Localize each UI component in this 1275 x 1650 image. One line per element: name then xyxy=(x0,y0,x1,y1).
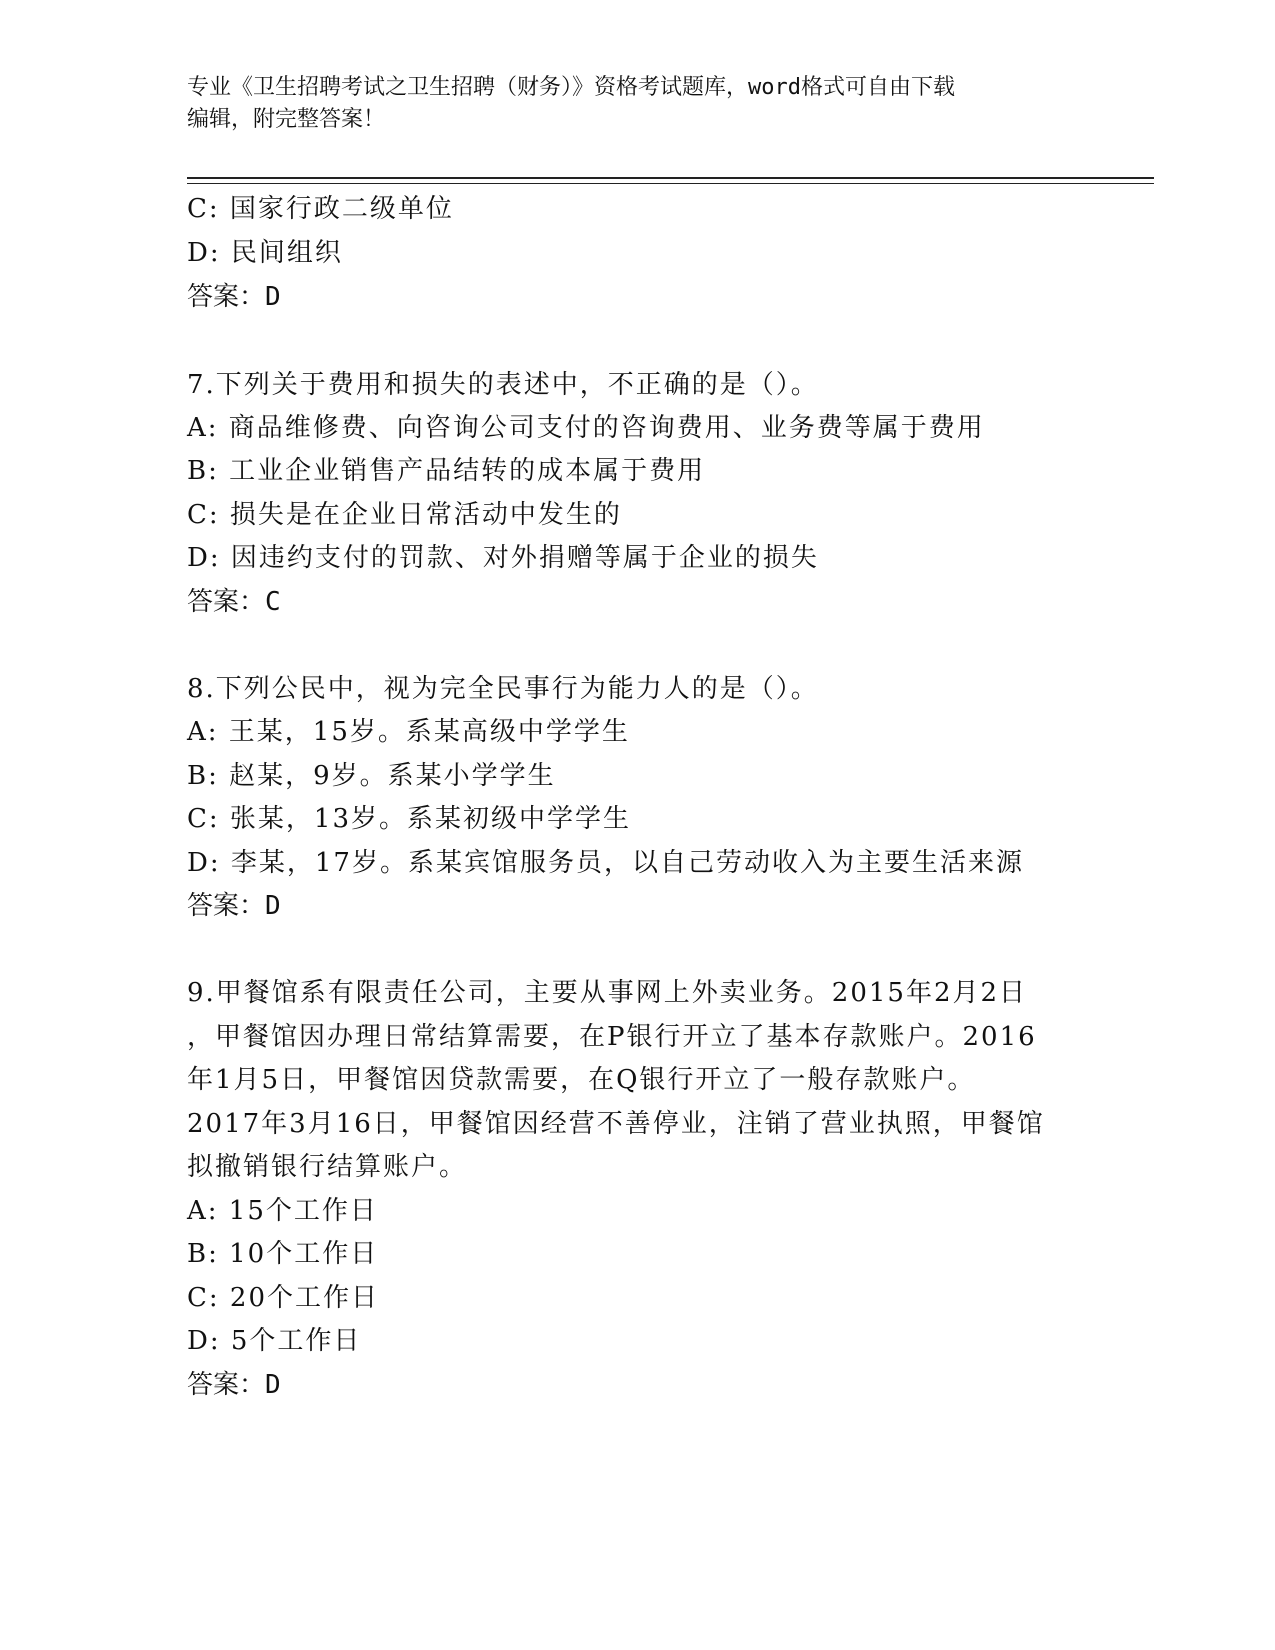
prev-option-c: C: 国家行政二级单位 xyxy=(187,194,454,224)
prev-option-d: D: 民间组织 xyxy=(187,238,343,268)
prev-answer: 答案：D xyxy=(187,282,281,312)
q8-option-d: D: 李某，17岁。系某宾馆服务员，以自己劳动收入为主要生活来源 xyxy=(187,848,1024,878)
q7-option-c: C: 损失是在企业日常活动中发生的 xyxy=(187,500,622,530)
q7-stem: 7.下列关于费用和损失的表述中，不正确的是（）。 xyxy=(187,370,819,400)
q8-option-c: C: 张某，13岁。系某初级中学学生 xyxy=(187,804,632,834)
q9-stem-line-3: 年1月5日，甲餐馆因贷款需要，在Q银行开立了一般存款账户。 xyxy=(187,1065,976,1095)
q7-option-b: B: 工业企业销售产品结转的成本属于费用 xyxy=(187,456,706,486)
q9-stem-line-4: 2017年3月16日，甲餐馆因经营不善停业，注销了营业执照，甲餐馆 xyxy=(187,1109,1045,1139)
q7-answer: 答案：C xyxy=(187,587,281,617)
q8-option-b: B: 赵某，9岁。系某小学学生 xyxy=(187,761,556,791)
q8-stem: 8.下列公民中，视为完全民事行为能力人的是（）。 xyxy=(187,674,819,704)
q9-stem-line-2: ，甲餐馆因办理日常结算需要，在P银行开立了基本存款账户。2016 xyxy=(187,1022,1037,1052)
q7-option-d: D: 因违约支付的罚款、对外捐赠等属于企业的损失 xyxy=(187,543,819,573)
header-rule-thick xyxy=(187,177,1154,179)
header-line-2: 编辑，附完整答案！ xyxy=(187,107,386,132)
document-header xyxy=(187,72,1087,136)
q9-stem-line-1: 9.甲餐馆系有限责任公司，主要从事网上外卖业务。2015年2月2日 xyxy=(187,978,1028,1008)
q8-option-a: A: 王某，15岁。系某高级中学学生 xyxy=(187,717,630,747)
q8-answer: 答案：D xyxy=(187,891,281,921)
q9-stem-line-5: 拟撤销银行结算账户。 xyxy=(187,1152,468,1182)
q9-option-a: A: 15个工作日 xyxy=(187,1196,378,1226)
q9-option-c: C: 20个工作日 xyxy=(187,1283,380,1313)
q7-option-a: A: 商品维修费、向咨询公司支付的咨询费用、业务费等属于费用 xyxy=(187,413,985,443)
header-line-1: 专业《卫生招聘考试之卫生招聘（财务）》资格考试题库，word格式可自由下载 xyxy=(187,75,955,100)
q9-answer: 答案：D xyxy=(187,1370,281,1400)
header-rule-thin xyxy=(187,183,1154,184)
q9-option-d: D: 5个工作日 xyxy=(187,1326,362,1356)
q9-option-b: B: 10个工作日 xyxy=(187,1239,379,1269)
